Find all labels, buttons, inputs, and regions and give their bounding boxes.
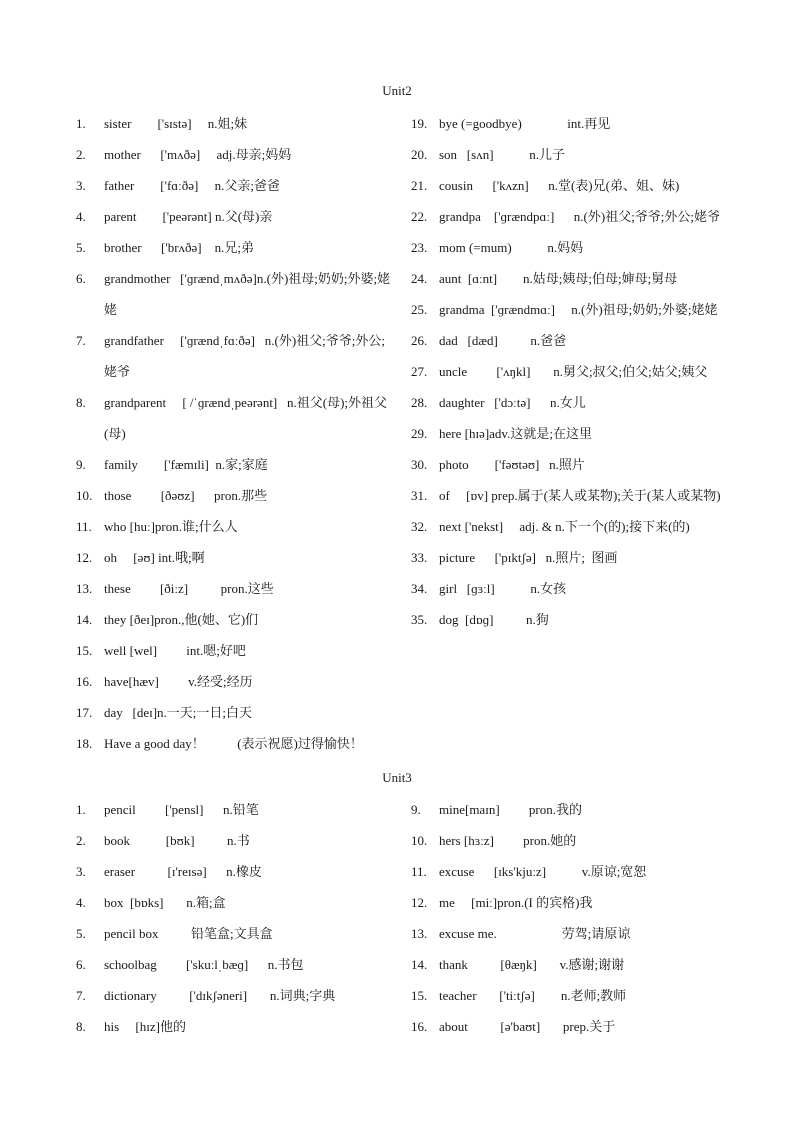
item-number: 29. [411, 426, 428, 441]
list-item [411, 604, 721, 635]
item-text: of [ɒv] prep.属于(某人或某物);关于(某人或某物) [439, 488, 721, 503]
item-number: 7. [76, 333, 86, 348]
list-item [76, 918, 396, 949]
item-number: 10. [411, 833, 428, 848]
list-item [411, 980, 721, 1011]
list-item [76, 573, 396, 604]
item-number: 26. [411, 333, 428, 348]
list-item [76, 825, 396, 856]
list-item [76, 139, 396, 170]
item-number: 5. [76, 240, 86, 255]
item-number: 2. [76, 147, 86, 162]
item-number: 16. [76, 674, 93, 689]
item-number: 3. [76, 178, 86, 193]
item-text: grandpa ['ɡrændpɑː] n.(外)祖父;爷爷;外公;姥爷 [439, 209, 721, 224]
list-item [411, 170, 721, 201]
unit2-right-column [411, 108, 721, 635]
item-number: 16. [411, 1019, 428, 1034]
item-number: 19. [411, 116, 428, 131]
list-item [76, 449, 396, 480]
item-number: 8. [76, 395, 86, 410]
item-number: 12. [76, 550, 93, 565]
list-item [411, 387, 721, 418]
list-item [76, 511, 396, 542]
list-item [76, 542, 396, 573]
item-text: grandfather ['ɡrændˌfɑːðə] n.(外)祖父;爷爷;外公;姥爷 [104, 333, 385, 379]
item-text: here [hɪə]adv.这就是;在这里 [439, 426, 592, 441]
item-text: well [wel] int.嗯;好吧 [104, 643, 246, 658]
item-number: 2. [76, 833, 86, 848]
item-number: 7. [76, 988, 86, 1003]
item-text: brother ['brʌðə] n.兄;弟 [104, 240, 255, 255]
item-number: 14. [411, 957, 428, 972]
item-number: 33. [411, 550, 428, 565]
item-text: bye (=goodbye) int.再见 [439, 116, 611, 131]
list-item [76, 1011, 396, 1042]
list-item [411, 1011, 721, 1042]
item-number: 10. [76, 488, 93, 503]
item-text: who [huː]pron.谁;什么人 [104, 519, 238, 534]
item-number: 32. [411, 519, 428, 534]
item-number: 9. [411, 802, 421, 817]
list-item [76, 697, 396, 728]
item-text: they [ðeɪ]pron.,他(她、它)们 [104, 612, 259, 627]
list-item [411, 825, 721, 856]
item-number: 23. [411, 240, 428, 255]
list-item [76, 201, 396, 232]
item-text: girl [ɡɜːl] n.女孩 [439, 581, 567, 596]
item-number: 18. [76, 736, 93, 751]
item-text: aunt [ɑːnt] n.姑母;姨母;伯母;婶母;舅母 [439, 271, 678, 286]
item-number: 4. [76, 209, 86, 224]
item-number: 17. [76, 705, 93, 720]
item-number: 28. [411, 395, 428, 410]
list-item [411, 263, 721, 294]
item-text: thank [θæŋk] v.感谢;谢谢 [439, 957, 625, 972]
item-number: 3. [76, 864, 86, 879]
item-text: schoolbag ['skuːlˌbæɡ] n.书包 [104, 957, 304, 972]
item-text: eraser [ɪ'reɪsə] n.橡皮 [104, 864, 262, 879]
item-text: dad [dæd] n.爸爸 [439, 333, 567, 348]
item-number: 25. [411, 302, 428, 317]
list-item [411, 356, 721, 387]
item-number: 1. [76, 802, 86, 817]
item-number: 22. [411, 209, 428, 224]
unit2-left-column [76, 108, 396, 759]
item-text: me [miː]pron.(I 的宾格)我 [439, 895, 593, 910]
list-item [411, 542, 721, 573]
list-item [411, 511, 721, 542]
item-number: 9. [76, 457, 86, 472]
unit3-left-column [76, 794, 396, 1042]
item-text: his [hɪz]他的 [104, 1019, 186, 1034]
item-number: 12. [411, 895, 428, 910]
list-item [76, 232, 396, 263]
item-text: dictionary ['dɪkʃəneri] n.词典;字典 [104, 988, 336, 1003]
item-text: grandmother ['ɡrændˌmʌðə]n.(外)祖母;奶奶;外婆;姥姥 [104, 271, 391, 317]
item-text: pencil box 铅笔盒;文具盒 [104, 926, 273, 941]
list-item [76, 604, 396, 635]
list-item [76, 263, 396, 325]
item-text: day [deɪ]n.一天;一日;白天 [104, 705, 253, 720]
list-item [411, 449, 721, 480]
list-item [76, 666, 396, 697]
list-item [411, 201, 721, 232]
list-item [76, 325, 396, 387]
list-item [411, 918, 721, 949]
unit3-right-column [411, 794, 721, 1042]
list-item [411, 856, 721, 887]
list-item [411, 325, 721, 356]
item-text: excuse [ɪks'kjuːz] v.原谅;宽恕 [439, 864, 647, 879]
list-item [76, 856, 396, 887]
item-number: 8. [76, 1019, 86, 1034]
item-number: 34. [411, 581, 428, 596]
item-text: cousin ['kʌzn] n.堂(表)兄(弟、姐、妹) [439, 178, 680, 193]
list-item [76, 794, 396, 825]
item-text: about [ə'baʊt] prep.关于 [439, 1019, 616, 1034]
item-number: 30. [411, 457, 428, 472]
item-text: book [bʊk] n.书 [104, 833, 250, 848]
list-item [411, 139, 721, 170]
list-item [411, 294, 721, 325]
unit-title-unit2: Unit2 [382, 83, 412, 98]
item-text: hers [hɜːz] pron.她的 [439, 833, 577, 848]
item-text: teacher ['tiːtʃə] n.老师;教师 [439, 988, 627, 1003]
item-text: those [ðəʊz] pron.那些 [104, 488, 268, 503]
item-text: next ['nekst] adj. & n.下一个(的);接下来(的) [439, 519, 690, 534]
unit-title-unit3: Unit3 [382, 770, 412, 785]
item-text: parent ['peərənt] n.父(母)亲 [104, 209, 273, 224]
list-item [411, 418, 721, 449]
item-number: 31. [411, 488, 428, 503]
item-number: 11. [76, 519, 92, 534]
list-item [411, 480, 721, 511]
item-text: mother ['mʌðə] adj.母亲;妈妈 [104, 147, 292, 162]
list-item [76, 108, 396, 139]
item-number: 11. [411, 864, 427, 879]
item-text: mine[maɪn] pron.我的 [439, 802, 582, 817]
list-item [76, 980, 396, 1011]
item-number: 4. [76, 895, 86, 910]
item-number: 13. [411, 926, 428, 941]
list-item [411, 794, 721, 825]
item-number: 20. [411, 147, 428, 162]
item-number: 6. [76, 957, 86, 972]
item-number: 13. [76, 581, 93, 596]
list-item [76, 635, 396, 666]
item-number: 15. [411, 988, 428, 1003]
item-text: sister ['sɪstə] n.姐;妹 [104, 116, 248, 131]
item-number: 6. [76, 271, 86, 286]
item-number: 5. [76, 926, 86, 941]
list-item [411, 887, 721, 918]
list-item [411, 108, 721, 139]
item-text: grandparent [ /ˈɡrændˌpeərənt] n.祖父(母);外祖父(母) [104, 395, 388, 441]
list-item [76, 480, 396, 511]
list-item [76, 170, 396, 201]
list-item [76, 728, 396, 759]
item-number: 1. [76, 116, 86, 131]
item-text: these [ðiːz] pron.这些 [104, 581, 274, 596]
item-text: son [sʌn] n.儿子 [439, 147, 566, 162]
item-number: 21. [411, 178, 428, 193]
item-text: oh [əʊ] int.哦;啊 [104, 550, 205, 565]
item-number: 24. [411, 271, 428, 286]
item-text: pencil ['pensl] n.铅笔 [104, 802, 259, 817]
item-text: dog [dɒɡ] n.狗 [439, 612, 549, 627]
item-text: have[hæv] v.经受;经历 [104, 674, 253, 689]
item-text: picture ['pɪktʃə] n.照片; 图画 [439, 550, 618, 565]
item-text: family ['fæmɪli] n.家;家庭 [104, 457, 268, 472]
item-text: uncle ['ʌŋkl] n.舅父;叔父;伯父;姑父;姨父 [439, 364, 708, 379]
item-text: excuse me. 劳驾;请原谅 [439, 926, 631, 941]
list-item [411, 232, 721, 263]
list-item [411, 573, 721, 604]
item-text: box [bɒks] n.箱;盒 [104, 895, 226, 910]
item-text: Have a good day！ (表示祝愿)过得愉快！ [104, 736, 363, 751]
item-number: 14. [76, 612, 93, 627]
item-number: 15. [76, 643, 93, 658]
list-item [76, 949, 396, 980]
item-text: grandma ['ɡrændmɑː] n.(外)祖母;奶奶;外婆;姥姥 [439, 302, 718, 317]
item-text: daughter ['dɔːtə] n.女儿 [439, 395, 586, 410]
item-text: father ['fɑːðə] n.父亲;爸爸 [104, 178, 280, 193]
item-number: 35. [411, 612, 428, 627]
item-text: photo ['fəʊtəʊ] n.照片 [439, 457, 585, 472]
list-item [76, 387, 396, 449]
list-item [76, 887, 396, 918]
list-item [411, 949, 721, 980]
item-number: 27. [411, 364, 428, 379]
item-text: mom (=mum) n.妈妈 [439, 240, 584, 255]
